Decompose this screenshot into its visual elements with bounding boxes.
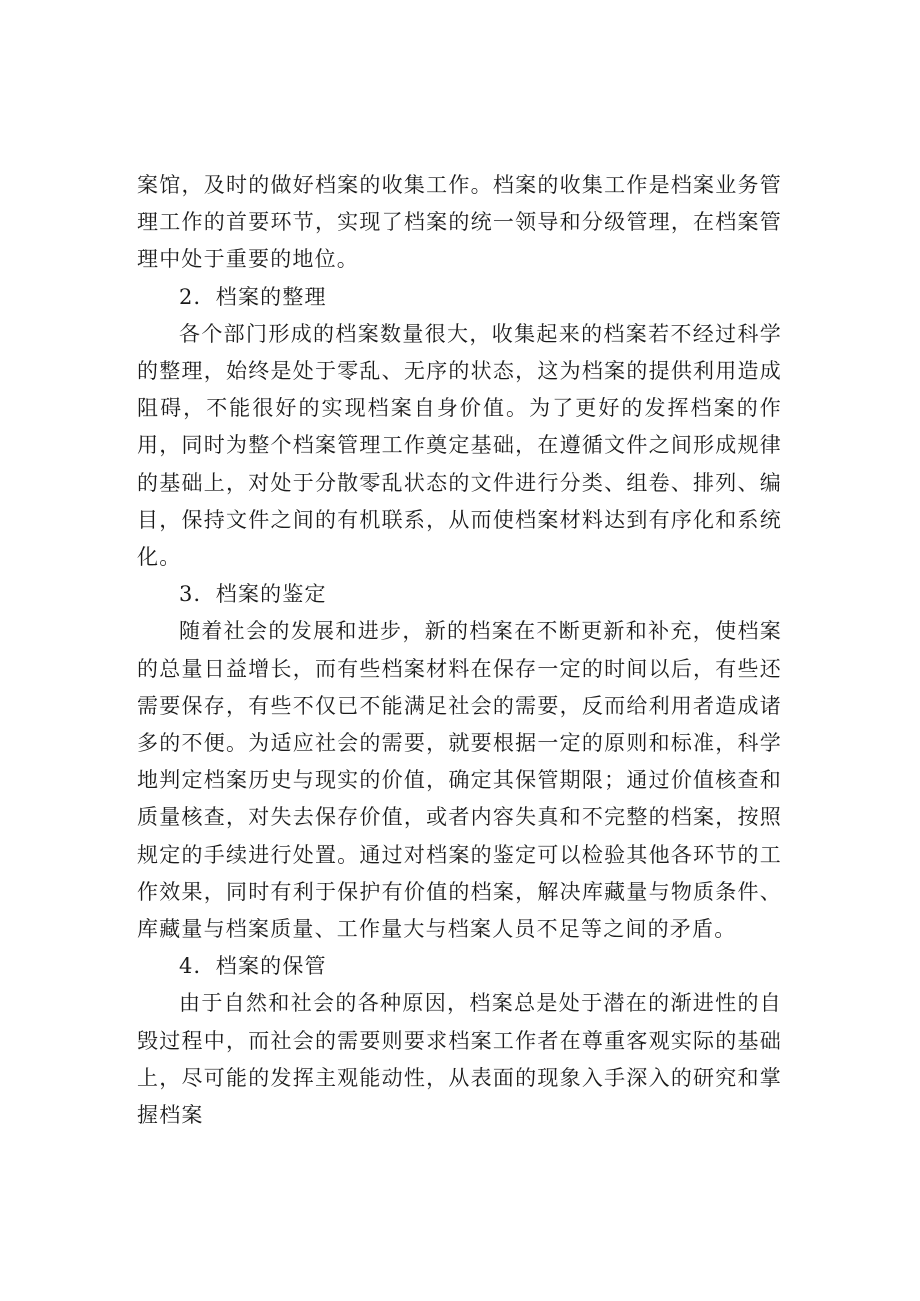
paragraph-archive-arrangement: 各个部门形成的档案数量很大，收集起来的档案若不经过科学的整理，始终是处于零乱、无序的状态，这为档案的提供利用造成阻碍，不能很好的实现档案自身价值。为了更好的发挥档案的作用，同时为整个档案管理工作奠定基础，在遵循文件之间形成规律的基础上，对处于分散零乱状态的文件进行分类、组卷、排列、编目，保持文件之间的有机联系，从而使档案材料达到有序化和系统化。 bbox=[137, 321, 782, 570]
section-heading-archive-arrangement: 2．档案的整理 bbox=[179, 284, 327, 309]
section-heading-archive-custody: 4．档案的保管 bbox=[179, 954, 327, 979]
section-heading-archive-appraisal: 3．档案的鉴定 bbox=[179, 582, 327, 607]
paragraph-continuation: 案馆，及时的做好档案的收集工作。档案的收集工作是档案业务管理工作的首要环节，实现了档案的统一领导和分级管理，在档案管理中处于重要的地位。 bbox=[137, 173, 782, 272]
paragraph-archive-custody: 由于自然和社会的各种原因，档案总是处于潜在的渐进性的自毁过程中，而社会的需要则要求档案工作者在尊重客观实际的基础上，尽可能的发挥主观能动性，从表面的现象入手深入的研究和掌握档案 bbox=[137, 991, 782, 1128]
paragraph-archive-appraisal: 随着社会的发展和进步，新的档案在不断更新和补充，使档案的总量日益增长，而有些档案材料在保存一定的时间以后，有些还需要保存，有些不仅已不能满足社会的需要，反而给利用者造成诸多的不便。为适应社会的需要，就要根据一定的原则和标准，科学地判定档案历史与现实的价值，确定其保管期限；通过价值核查和质量核查，对失去保存价值，或者内容失真和不完整的档案，按照规定的手续进行处置。通过对档案的鉴定可以检验其他各环节的工作效果，同时有利于保护有价值的档案，解决库藏量与物质条件、库藏量与档案质量、工作量大与档案人员不足等之间的矛盾。 bbox=[137, 619, 782, 942]
body-text bbox=[137, 167, 782, 1134]
